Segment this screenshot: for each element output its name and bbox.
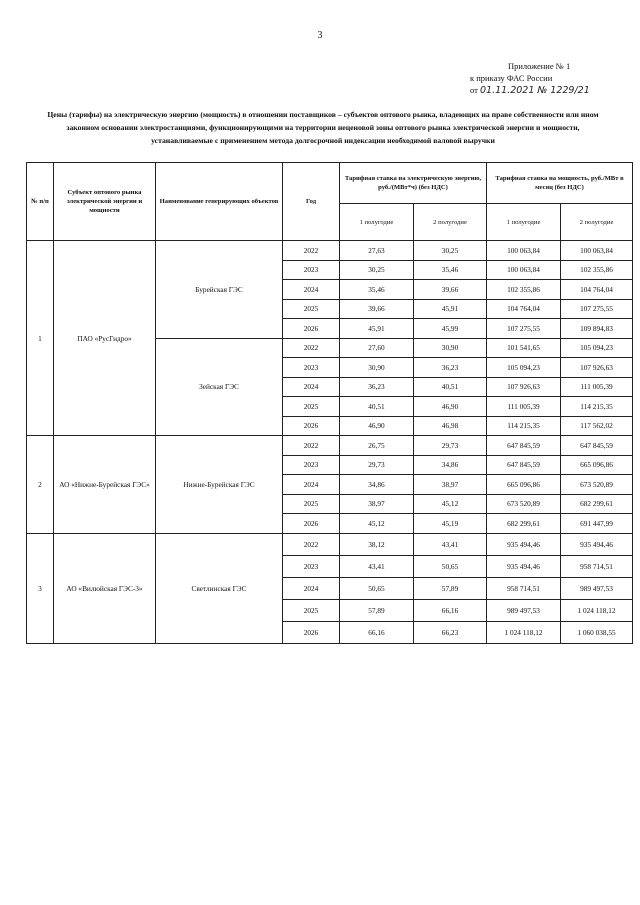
year-cell: 2025 [283,494,340,514]
handwritten-order-number: 01.11.2021 № 1229/21 [479,85,590,96]
energy-h1-cell: 30,25 [340,260,414,280]
energy-h2-cell: 46,90 [414,397,487,417]
capacity-h1-cell: 958 714,51 [487,577,561,599]
energy-h2-cell: 35,46 [414,260,487,280]
capacity-h2-cell: 647 845,59 [561,436,633,456]
header-subject: Субъект оптового рынка электрической энергии и мощности [54,163,156,241]
capacity-h2-cell: 100 063,84 [561,241,633,261]
year-cell: 2023 [283,260,340,280]
energy-h2-cell: 40,51 [414,377,487,397]
header-energy-rate: Тарифная ставка на электрическую энергию, руб./(МВт*ч) (без НДС) [340,163,487,204]
capacity-h2-cell: 109 894,83 [561,319,633,339]
capacity-h1-cell: 104 764,04 [487,299,561,319]
capacity-h1-cell: 665 096,86 [487,475,561,495]
plant-name: Бурейская ГЭС [156,241,283,339]
table-row [27,533,633,555]
table-row [27,436,633,456]
energy-h1-cell: 46,90 [340,416,414,436]
energy-h2-cell: 43,41 [414,533,487,555]
plant-name: Светлинская ГЭС [156,533,283,643]
energy-h2-cell: 66,23 [414,621,487,643]
capacity-h1-cell: 101 541,65 [487,338,561,358]
capacity-h2-cell: 102 355,86 [561,260,633,280]
table-row [27,241,633,261]
appendix-date [470,84,590,97]
year-cell: 2024 [283,280,340,300]
capacity-h2-cell: 665 096,86 [561,455,633,475]
plant-name: Зейская ГЭС [156,338,283,436]
capacity-h2-cell: 107 926,63 [561,358,633,378]
year-cell: 2026 [283,416,340,436]
capacity-h1-cell: 935 494,46 [487,533,561,555]
capacity-h2-cell: 682 299,61 [561,494,633,514]
energy-h1-cell: 35,46 [340,280,414,300]
capacity-h1-cell: 935 494,46 [487,555,561,577]
capacity-h2-cell: 989 497,53 [561,577,633,599]
year-cell: 2024 [283,475,340,495]
energy-h1-cell: 45,91 [340,319,414,339]
subject-name: АО «Нижне-Бурейская ГЭС» [54,436,156,534]
energy-h1-cell: 50,65 [340,577,414,599]
capacity-h2-cell: 691 447,99 [561,514,633,534]
capacity-h2-cell: 105 094,23 [561,338,633,358]
energy-h1-cell: 40,51 [340,397,414,417]
appendix-block [470,60,590,97]
capacity-h2-cell: 111 005,39 [561,377,633,397]
energy-h1-cell: 38,12 [340,533,414,555]
capacity-h1-cell: 100 063,84 [487,241,561,261]
capacity-h2-cell: 673 520,89 [561,475,633,495]
year-cell: 2026 [283,514,340,534]
energy-h1-cell: 43,41 [340,555,414,577]
capacity-h2-cell: 107 275,55 [561,299,633,319]
energy-h2-cell: 45,12 [414,494,487,514]
year-cell: 2023 [283,358,340,378]
year-cell: 2023 [283,455,340,475]
energy-h2-cell: 45,99 [414,319,487,339]
subject-name: ПАО «РусГидро» [54,241,156,436]
plant-name: Нижне-Бурейская ГЭС [156,436,283,534]
energy-h2-cell: 50,65 [414,555,487,577]
energy-h1-cell: 39,66 [340,299,414,319]
capacity-h1-cell: 105 094,23 [487,358,561,378]
energy-h1-cell: 66,16 [340,621,414,643]
energy-h2-cell: 34,86 [414,455,487,475]
energy-h2-cell: 36,23 [414,358,487,378]
capacity-h2-cell: 935 494,46 [561,533,633,555]
capacity-h1-cell: 111 005,39 [487,397,561,417]
capacity-h1-cell: 1 024 118,12 [487,621,561,643]
appendix-order: к приказу ФАС России [470,73,553,83]
energy-h2-cell: 46,98 [414,416,487,436]
year-cell: 2025 [283,599,340,621]
energy-h1-cell: 29,73 [340,455,414,475]
energy-h1-cell: 34,86 [340,475,414,495]
capacity-h1-cell: 647 845,59 [487,436,561,456]
energy-h1-cell: 57,89 [340,599,414,621]
capacity-h2-cell: 958 714,51 [561,555,633,577]
header-capacity-h1: 1 полугодие [487,204,561,241]
year-cell: 2024 [283,377,340,397]
tariff-table-body [27,241,633,644]
energy-h1-cell: 30,90 [340,358,414,378]
capacity-h2-cell: 117 562,02 [561,416,633,436]
year-cell: 2023 [283,555,340,577]
capacity-h2-cell: 104 764,04 [561,280,633,300]
capacity-h1-cell: 100 063,84 [487,260,561,280]
year-cell: 2025 [283,299,340,319]
header-capacity-h2: 2 полугодие [561,204,633,241]
energy-h1-cell: 27,63 [340,241,414,261]
capacity-h1-cell: 989 497,53 [487,599,561,621]
capacity-h1-cell: 107 926,63 [487,377,561,397]
year-cell: 2022 [283,436,340,456]
row-number: 2 [27,436,54,534]
row-number: 3 [27,533,54,643]
year-cell: 2025 [283,397,340,417]
energy-h2-cell: 45,91 [414,299,487,319]
energy-h2-cell: 39,66 [414,280,487,300]
energy-h2-cell: 30,90 [414,338,487,358]
energy-h2-cell: 38,97 [414,475,487,495]
capacity-h2-cell: 1 060 038,55 [561,621,633,643]
page-number: 3 [317,30,323,41]
energy-h2-cell: 57,89 [414,577,487,599]
year-cell: 2022 [283,533,340,555]
header-num: № п/п [27,163,54,241]
energy-h1-cell: 45,12 [340,514,414,534]
year-cell: 2022 [283,241,340,261]
capacity-h1-cell: 673 520,89 [487,494,561,514]
appendix-title: Приложение № 1 [508,61,571,71]
capacity-h1-cell: 682 299,61 [487,514,561,534]
capacity-h1-cell: 647 845,59 [487,455,561,475]
capacity-h2-cell: 1 024 118,12 [561,599,633,621]
document-title: Цены (тарифы) на электрическую энергию (мощность) в отношении поставщиков – субъектов оптового рынка, владеющих на праве собственности или ином законном основании электростанциями, функционирующими на территории неценовой зоны оптового рынка электрической энергии и мощности, устанавливаемые с применением метода долгосрочной индексации необходимой валовой выручки [47,110,599,145]
year-cell: 2026 [283,621,340,643]
year-cell: 2024 [283,577,340,599]
energy-h1-cell: 38,97 [340,494,414,514]
energy-h2-cell: 29,73 [414,436,487,456]
header-year: Год [283,163,340,241]
energy-h1-cell: 26,75 [340,436,414,456]
capacity-h1-cell: 114 215,35 [487,416,561,436]
appendix-date-prefix: от [470,85,478,95]
row-number: 1 [27,241,54,436]
energy-h2-cell: 66,16 [414,599,487,621]
header-energy-h1: 1 полугодие [340,204,414,241]
year-cell: 2022 [283,338,340,358]
energy-h1-cell: 36,23 [340,377,414,397]
capacity-h2-cell: 114 215,35 [561,397,633,417]
header-object: Наименование генерирующих объектов [156,163,283,241]
header-energy-h2: 2 полугодие [414,204,487,241]
capacity-h1-cell: 107 275,55 [487,319,561,339]
header-capacity-rate: Тарифная ставка на мощность, руб./МВт в месяц (без НДС) [487,163,633,204]
energy-h1-cell: 27,60 [340,338,414,358]
energy-h2-cell: 30,25 [414,241,487,261]
energy-h2-cell: 45,19 [414,514,487,534]
tariff-table [26,162,633,644]
capacity-h1-cell: 102 355,86 [487,280,561,300]
year-cell: 2026 [283,319,340,339]
subject-name: АО «Вилюйская ГЭС-3» [54,533,156,643]
